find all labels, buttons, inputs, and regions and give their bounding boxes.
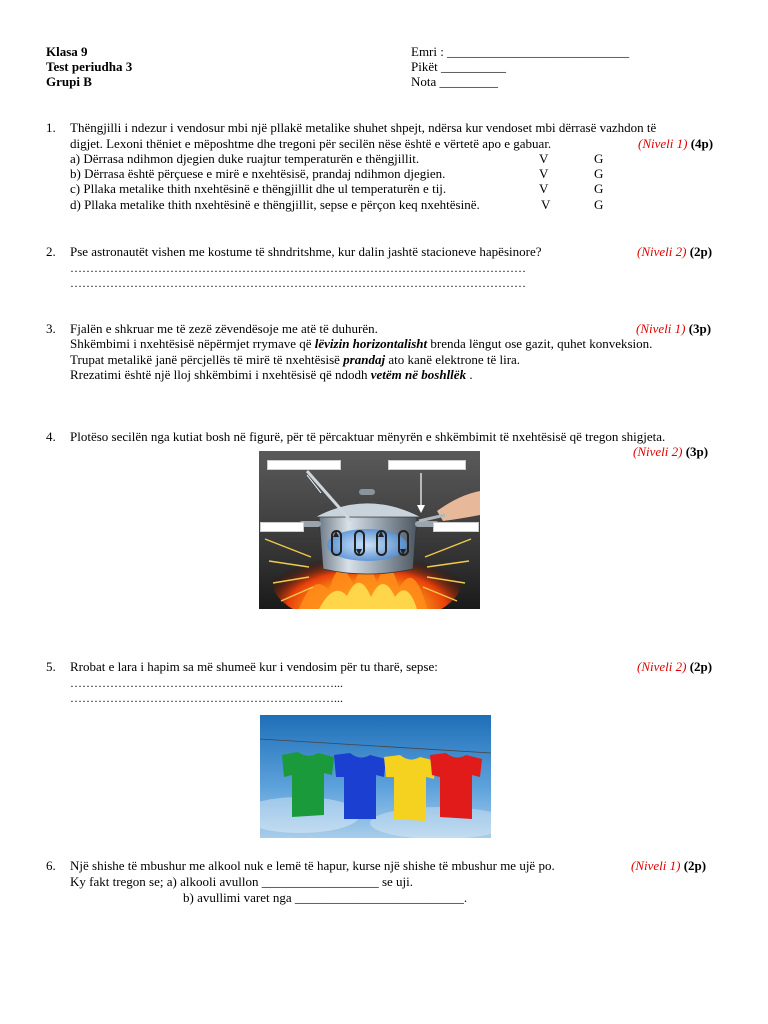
bold-phrase[interactable]: vetëm në boshllëk: [370, 367, 467, 382]
group-label: Grupi B: [46, 74, 92, 89]
level-label: (Niveli 2): [637, 659, 687, 674]
statement-b: b) Dërrasa është përçuese e mirë e nxehtësisë, prandaj ndihmon djegien.: [70, 166, 446, 181]
question-number: 3.: [46, 321, 56, 336]
answer-box-right[interactable]: [433, 522, 479, 532]
points-label: (2p): [689, 244, 713, 259]
points-label: (2p): [689, 659, 713, 674]
question-text: digjet. Lexoni thëniet e mëposhtme dhe tregoni për secilën nëse është e vërtetë apo e gabuar.: [70, 136, 552, 151]
question-text: Pse astronautët vishen me kostume të shndritshme, kur dalin jashtë stacioneve hapësinore?: [70, 244, 542, 259]
grade-field: Nota _________: [411, 74, 499, 89]
question-text: Rrobat e lara i hapim sa më shumeë kur i vendosim për tu tharë, sepse:: [70, 659, 438, 674]
question-number: 4.: [46, 429, 56, 444]
level-label: (Niveli 2): [637, 244, 687, 259]
question-text: Plotëso secilën nga kutiat bosh në figurë, për të përcaktuar mënyrën e shkëmbimit të nxehtësisë që tregon shigjeta.: [70, 429, 666, 444]
question-text: Fjalën e shkruar me të zezë zëvendësoje me atë të duhurën.: [70, 321, 378, 336]
true-option[interactable]: V: [541, 197, 551, 212]
question-number: 5.: [46, 659, 56, 674]
level-label: (Niveli 1): [636, 321, 686, 336]
points-label: (2p): [683, 858, 707, 873]
statement-d: d) Pllaka metalike thith nxehtësinë e thëngjillit, sepse e përçon keq nxehtësinë.: [70, 197, 480, 212]
answer-line[interactable]: ……………………………………………………………………………………………………: [70, 276, 526, 290]
sentence-3: Rrezatimi është një lloj shkëmbimi i nxehtësisë që ndodh vetëm në boshllëk .: [70, 367, 473, 382]
bold-phrase[interactable]: lëvizin horizontalisht: [314, 336, 428, 351]
answer-box-left[interactable]: [260, 522, 304, 532]
question-number: 2.: [46, 244, 56, 259]
clothesline-image: [260, 715, 491, 838]
false-option[interactable]: G: [594, 151, 604, 166]
true-option[interactable]: V: [539, 151, 549, 166]
true-option[interactable]: V: [539, 166, 549, 181]
level-label: (Niveli 1): [631, 858, 681, 873]
answer-line[interactable]: ……………………………………………………………………………………………………: [70, 261, 526, 275]
answer-box-conduction[interactable]: [267, 460, 341, 470]
question-text: Një shishe të mbushur me alkool nuk e lemë të hapur, kurse një shishe të mbushur me ujë po.: [70, 858, 555, 873]
class-label: Klasa 9: [46, 44, 88, 59]
answer-line-b[interactable]: b) avullimi varet nga __________________________.: [183, 890, 468, 905]
points-field: Pikët __________: [411, 59, 506, 74]
points-label: (3p): [685, 444, 709, 459]
answer-box-convection[interactable]: [388, 460, 466, 470]
false-option[interactable]: G: [594, 197, 604, 212]
true-option[interactable]: V: [539, 181, 549, 196]
bold-phrase[interactable]: prandaj: [343, 352, 386, 367]
sentence-1: Shkëmbimi i nxehtësisë nëpërmjet rrymave që lëvizin horizontalisht brenda lëngut ose gazit, quhet konveksion.: [70, 336, 653, 351]
statement-a: a) Dërrasa ndihmon djegien duke ruajtur temperaturën e thëngjillit.: [70, 151, 420, 166]
heated-pot-image: [259, 451, 480, 609]
sentence-2: Trupat metalikë janë përcjellës të mirë të nxehtësisë prandaj ato kanë elektrone të lira.: [70, 352, 521, 367]
points-label: (4p): [690, 136, 714, 151]
name-field: Emri : ____________________________: [411, 44, 630, 59]
answer-line-a[interactable]: Ky fakt tregon se; a) alkooli avullon __________________ se uji.: [70, 874, 414, 889]
question-number: 1.: [46, 120, 56, 135]
points-label: (3p): [688, 321, 712, 336]
statement-c: c) Pllaka metalike thith nxehtësinë e thëngjillit dhe ul temperaturën e tij.: [70, 181, 447, 196]
test-label: Test periudha 3: [46, 59, 133, 74]
question-text: Thëngjilli i ndezur i vendosur mbi një pllakë metalike shuhet shpejt, ndërsa kur vendoset mbi dërrasë vazhdon të: [70, 120, 657, 135]
question-number: 6.: [46, 858, 56, 873]
answer-line[interactable]: …………………………………………………………...: [70, 691, 343, 705]
level-label: (Niveli 2): [633, 444, 683, 459]
false-option[interactable]: G: [594, 166, 604, 181]
answer-line[interactable]: …………………………………………………………...: [70, 676, 343, 690]
false-option[interactable]: G: [594, 181, 604, 196]
level-label: (Niveli 1): [638, 136, 688, 151]
